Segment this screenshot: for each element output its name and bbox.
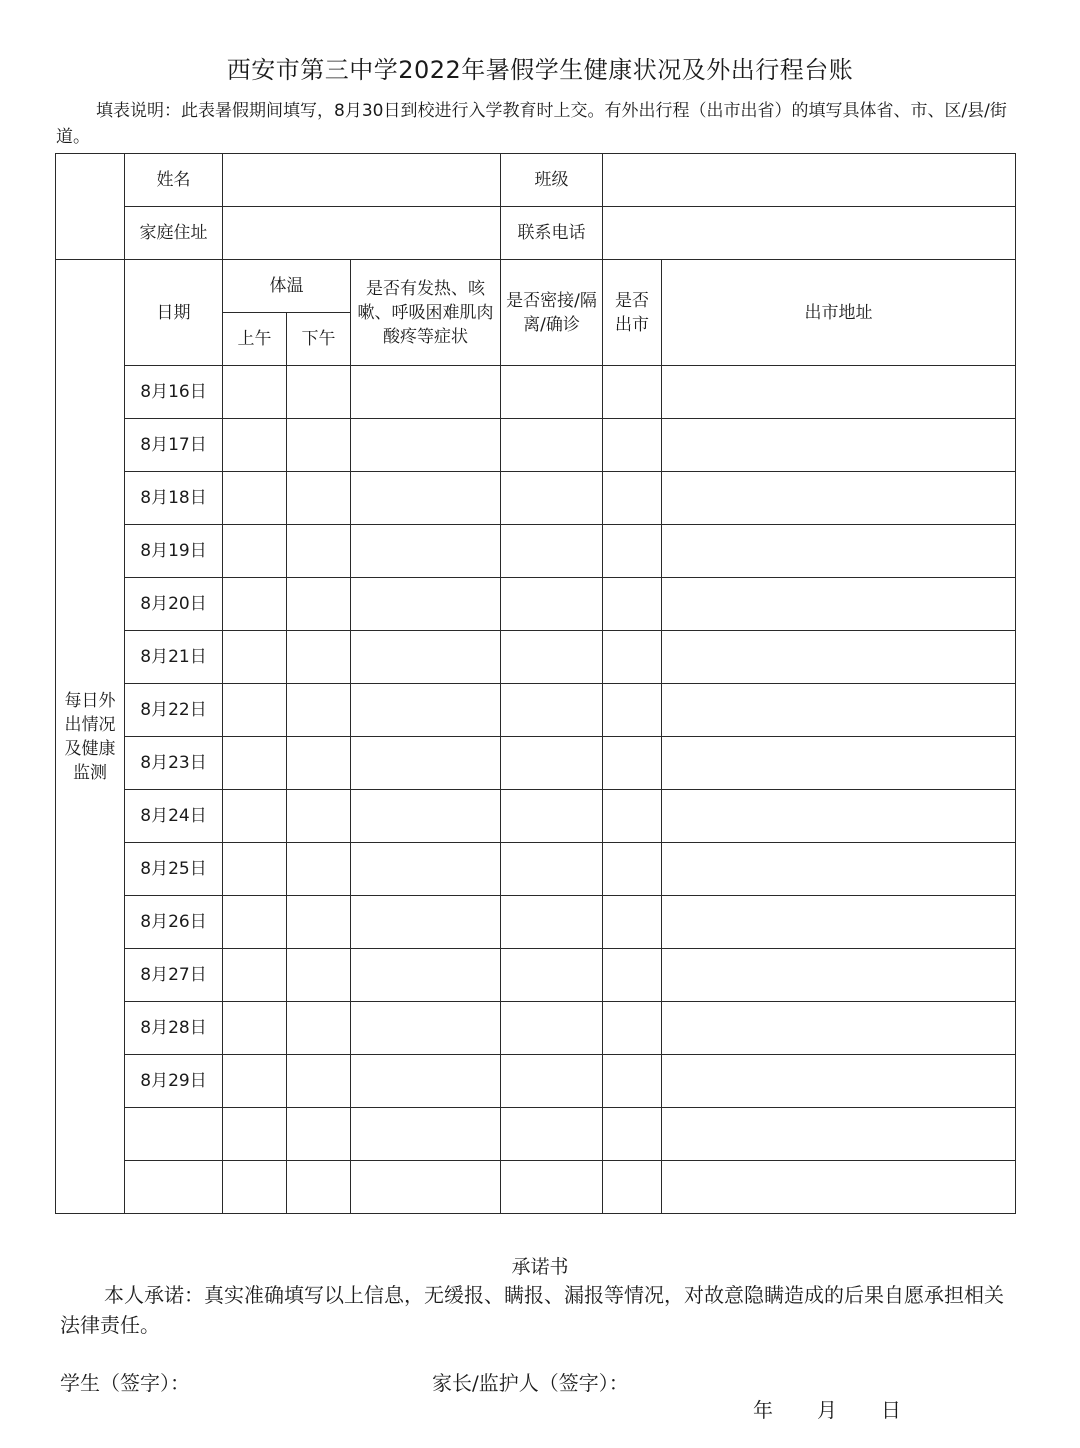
left-city-cell[interactable] xyxy=(603,1161,662,1214)
date-cell: 8月18日 xyxy=(125,472,223,525)
symptoms-cell[interactable] xyxy=(351,525,501,578)
contact-cell[interactable] xyxy=(501,1161,603,1214)
class-label: 班级 xyxy=(501,154,603,207)
temp-am-cell[interactable] xyxy=(223,896,287,949)
temp-pm-cell[interactable] xyxy=(287,843,351,896)
out-address-cell[interactable] xyxy=(662,684,1016,737)
address-label: 家庭住址 xyxy=(125,207,223,260)
temp-pm-cell[interactable] xyxy=(287,790,351,843)
contact-cell[interactable] xyxy=(501,737,603,790)
contact-cell[interactable] xyxy=(501,790,603,843)
temp-am-cell[interactable] xyxy=(223,1161,287,1214)
contact-header: 是否密接/隔离/确诊 xyxy=(501,260,603,366)
date-cell: 8月21日 xyxy=(125,631,223,684)
date-cell: 8月26日 xyxy=(125,896,223,949)
table-row xyxy=(56,419,1016,472)
table-row xyxy=(56,366,1016,419)
address-field[interactable] xyxy=(223,207,501,260)
table-row xyxy=(56,1002,1016,1055)
date-cell: 8月27日 xyxy=(125,949,223,1002)
left-city-cell[interactable] xyxy=(603,419,662,472)
symptoms-cell[interactable] xyxy=(351,1055,501,1108)
table-row xyxy=(56,737,1016,790)
symptoms-cell[interactable] xyxy=(351,737,501,790)
class-field[interactable] xyxy=(603,154,1016,207)
temp-pm-cell[interactable] xyxy=(287,366,351,419)
symptoms-cell[interactable] xyxy=(351,1002,501,1055)
out-address-cell[interactable] xyxy=(662,366,1016,419)
contact-cell[interactable] xyxy=(501,578,603,631)
date-cell: 8月17日 xyxy=(125,419,223,472)
left-city-cell[interactable] xyxy=(603,843,662,896)
left-city-cell[interactable] xyxy=(603,525,662,578)
symptoms-cell[interactable] xyxy=(351,366,501,419)
symptoms-cell[interactable] xyxy=(351,578,501,631)
left-city-cell[interactable] xyxy=(603,472,662,525)
out-address-cell[interactable] xyxy=(662,1108,1016,1161)
temp-am-cell[interactable] xyxy=(223,684,287,737)
contact-cell[interactable] xyxy=(501,366,603,419)
blank-corner-cell xyxy=(56,154,125,260)
temp-pm-cell[interactable] xyxy=(287,737,351,790)
pledge-title: 承诺书 xyxy=(511,1256,569,1278)
temp-pm-cell[interactable] xyxy=(287,1002,351,1055)
temp-am-cell[interactable] xyxy=(223,578,287,631)
symptoms-cell[interactable] xyxy=(351,684,501,737)
table-row xyxy=(56,525,1016,578)
contact-cell[interactable] xyxy=(501,419,603,472)
table-row xyxy=(56,578,1016,631)
parent-signature-label: 家长/监护人（签字）： xyxy=(432,1371,629,1395)
out-address-cell[interactable] xyxy=(662,1002,1016,1055)
contact-cell[interactable] xyxy=(501,525,603,578)
symptoms-cell[interactable] xyxy=(351,631,501,684)
student-signature-label: 学生（签字）： xyxy=(60,1371,190,1395)
temp-pm-cell[interactable] xyxy=(287,1055,351,1108)
temp-pm-cell[interactable] xyxy=(287,1161,351,1214)
table-row xyxy=(56,684,1016,737)
temp-am-cell[interactable] xyxy=(223,631,287,684)
date-cell: 8月28日 xyxy=(125,1002,223,1055)
table-row xyxy=(56,790,1016,843)
symptoms-cell[interactable] xyxy=(351,1161,501,1214)
date-cell: 8月16日 xyxy=(125,366,223,419)
date-header: 日期 xyxy=(125,260,223,366)
date-cell: 8月19日 xyxy=(125,525,223,578)
temp-am-cell[interactable] xyxy=(223,843,287,896)
left-city-cell[interactable] xyxy=(603,578,662,631)
temp-pm-cell[interactable] xyxy=(287,949,351,1002)
date-cell: 8月20日 xyxy=(125,578,223,631)
left-city-cell[interactable] xyxy=(603,1002,662,1055)
temp-pm-cell[interactable] xyxy=(287,896,351,949)
out-address-cell[interactable] xyxy=(662,949,1016,1002)
symptoms-cell[interactable] xyxy=(351,843,501,896)
contact-cell[interactable] xyxy=(501,472,603,525)
temp-pm-cell[interactable] xyxy=(287,1108,351,1161)
table-row xyxy=(56,631,1016,684)
left-city-header: 是否出市 xyxy=(603,260,662,366)
left-city-cell[interactable] xyxy=(603,1055,662,1108)
day-label: 日 xyxy=(881,1398,901,1422)
date-cell: 8月23日 xyxy=(125,737,223,790)
phone-label: 联系电话 xyxy=(501,207,603,260)
date-cell: 8月25日 xyxy=(125,843,223,896)
temp-am-cell[interactable] xyxy=(223,525,287,578)
temp-pm-cell[interactable] xyxy=(287,578,351,631)
date-line xyxy=(753,1394,945,1423)
temp-pm-cell[interactable] xyxy=(287,631,351,684)
table-row xyxy=(56,949,1016,1002)
contact-cell[interactable] xyxy=(501,1055,603,1108)
left-city-cell[interactable] xyxy=(603,684,662,737)
contact-cell[interactable] xyxy=(501,949,603,1002)
left-city-cell[interactable] xyxy=(603,949,662,1002)
out-address-cell[interactable] xyxy=(662,1055,1016,1108)
left-city-cell[interactable] xyxy=(603,631,662,684)
table-row xyxy=(56,472,1016,525)
temp-am-cell[interactable] xyxy=(223,737,287,790)
info-row-address xyxy=(56,207,1016,260)
name-label: 姓名 xyxy=(125,154,223,207)
health-ledger-table xyxy=(55,153,1016,1214)
temp-pm-cell[interactable] xyxy=(287,419,351,472)
name-field[interactable] xyxy=(223,154,501,207)
contact-cell[interactable] xyxy=(501,684,603,737)
temp-am-cell[interactable] xyxy=(223,949,287,1002)
month-label: 月 xyxy=(817,1398,837,1422)
out-address-cell[interactable] xyxy=(662,631,1016,684)
document-title: 西安市第三中学2022年暑假学生健康状况及外出行程台账 xyxy=(226,56,854,84)
out-address-cell[interactable] xyxy=(662,525,1016,578)
date-cell: 8月22日 xyxy=(125,684,223,737)
date-cell: 8月24日 xyxy=(125,790,223,843)
date-cell: 8月29日 xyxy=(125,1055,223,1108)
info-row-name xyxy=(56,154,1016,207)
pledge-body: 本人承诺：真实准确填写以上信息，无缓报、瞒报、漏报等情况，对故意隐瞒造成的后果自愿承担相关法律责任。 xyxy=(60,1283,1004,1337)
out-address-cell[interactable] xyxy=(662,578,1016,631)
table-row xyxy=(56,1161,1016,1214)
temp-pm-cell[interactable] xyxy=(287,472,351,525)
symptoms-cell[interactable] xyxy=(351,949,501,1002)
date-cell xyxy=(125,1161,223,1214)
out-address-cell[interactable] xyxy=(662,419,1016,472)
left-city-cell[interactable] xyxy=(603,366,662,419)
out-address-cell[interactable] xyxy=(662,843,1016,896)
symptoms-cell[interactable] xyxy=(351,472,501,525)
left-city-cell[interactable] xyxy=(603,1108,662,1161)
out-address-cell[interactable] xyxy=(662,896,1016,949)
contact-cell[interactable] xyxy=(501,843,603,896)
contact-cell[interactable] xyxy=(501,896,603,949)
left-city-cell[interactable] xyxy=(603,790,662,843)
contact-cell[interactable] xyxy=(501,1002,603,1055)
out-address-cell[interactable] xyxy=(662,472,1016,525)
year-label: 年 xyxy=(753,1398,773,1422)
temp-am-cell[interactable] xyxy=(223,472,287,525)
table-row xyxy=(56,1055,1016,1108)
left-city-cell[interactable] xyxy=(603,737,662,790)
contact-cell[interactable] xyxy=(501,631,603,684)
symptoms-header: 是否有发热、咳嗽、呼吸困难肌肉酸疼等症状 xyxy=(351,260,501,366)
temperature-header: 体温 xyxy=(223,260,351,313)
section-label: 每日外出情况及健康监测 xyxy=(56,260,125,1214)
date-cell xyxy=(125,1108,223,1161)
out-address-cell[interactable] xyxy=(662,790,1016,843)
temp-am-cell[interactable] xyxy=(223,1002,287,1055)
address-header: 出市地址 xyxy=(662,260,1016,366)
table-row xyxy=(56,896,1016,949)
symptoms-cell[interactable] xyxy=(351,1108,501,1161)
temp-am-cell[interactable] xyxy=(223,790,287,843)
temp-am-cell[interactable] xyxy=(223,1108,287,1161)
am-header: 上午 xyxy=(223,313,287,366)
temp-am-cell[interactable] xyxy=(223,366,287,419)
pm-header: 下午 xyxy=(287,313,351,366)
temp-pm-cell[interactable] xyxy=(287,525,351,578)
phone-field[interactable] xyxy=(603,207,1016,260)
table-row xyxy=(56,1108,1016,1161)
out-address-cell[interactable] xyxy=(662,737,1016,790)
symptoms-cell[interactable] xyxy=(351,419,501,472)
table-row xyxy=(56,843,1016,896)
fill-instructions: 填表说明：此表暑假期间填写，8月30日到校进行入学教育时上交。有外出行程（出市出省）的填写具体省、市、区/县/街道。 xyxy=(56,101,1007,147)
symptoms-cell[interactable] xyxy=(351,790,501,843)
temp-pm-cell[interactable] xyxy=(287,684,351,737)
temp-am-cell[interactable] xyxy=(223,1055,287,1108)
header-row-top xyxy=(56,260,1016,313)
contact-cell[interactable] xyxy=(501,1108,603,1161)
symptoms-cell[interactable] xyxy=(351,896,501,949)
out-address-cell[interactable] xyxy=(662,1161,1016,1214)
left-city-cell[interactable] xyxy=(603,896,662,949)
temp-am-cell[interactable] xyxy=(223,419,287,472)
